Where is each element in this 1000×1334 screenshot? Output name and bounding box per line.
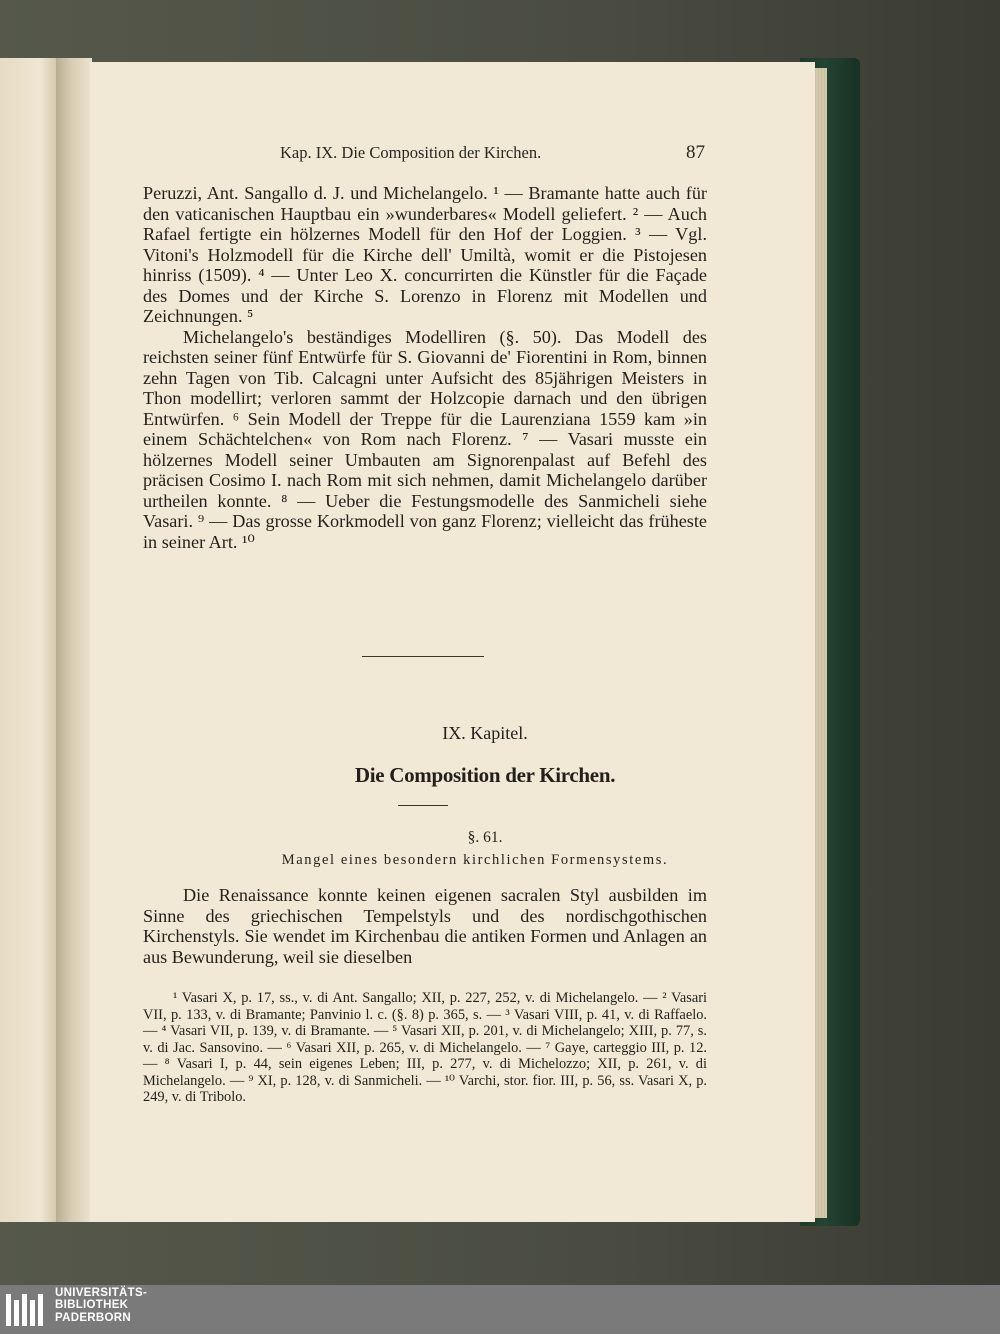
library-logo-icon (4, 1290, 50, 1330)
section-number: §. 61. (467, 829, 503, 846)
section-paragraph: Die Renaissance konnte keinen eigenen sacralen Styl ausbilden im Sinne des griechischen Tempelstyls und des nordischgothischen Kirchenstyls. Sie wendet im Kirchenbau die antiken Formen und Anlagen an aus Bewunderung, weil sie dieselben (143, 885, 707, 967)
library-logo-text (55, 1287, 147, 1324)
section-divider-rule (362, 656, 484, 657)
left-page (0, 58, 58, 1222)
footer-bar (0, 1285, 1000, 1334)
logo-line-2: BIBLIOTHEK (55, 1299, 129, 1312)
footnotes (143, 990, 707, 1106)
chapter-title: Die Composition der Kirchen. (354, 763, 616, 787)
section-title: Mangel eines besondern kirchlichen Formensystems. (281, 852, 669, 868)
chapter-number: IX. Kapitel. (442, 723, 528, 743)
running-title: Kap. IX. Die Composition der Kirchen. (280, 143, 542, 162)
chapter-title-rule (398, 805, 448, 806)
section-body (143, 885, 707, 967)
book-gutter (56, 58, 92, 1222)
paragraph-1: Peruzzi, Ant. Sangallo d. J. und Michelangelo. ¹ — Bramante hatte auch für den vaticanischen Hauptbau ein »wunderbares« Modell geliefert. ² — Auch Rafael fertigte ein hölzernes Modell für den Hof der Loggien. ³ — Vgl. Vitoni's Holzmodell für die Kirche dell' Umiltà, womit er die Pistojesen hinriss (1509). ⁴ — Unter Leo X. concurrirten die Künstler für die Façade des Domes und der Kirche S. Lorenzo in Florenz mit Modellen und Zeichnungen. ⁵ (143, 183, 707, 326)
body-text (143, 183, 707, 552)
paragraph-2: Michelangelo's beständiges Modelliren (§. 50). Das Modell des reichsten seiner fünf Entwürfe für S. Giovanni de' Fiorentini in Rom, binnen zehn Tagen von Tib. Calcagni unter Aufsicht des 85jährigen Meisters in Thon modellirt; verloren sammt der Holzcopie darnach und den übrigen Entwürfen. ⁶ Sein Modell der Treppe für die Laurenziana 1559 kam »in einem Schächtelchen« von Rom nach Florenz. ⁷ — Vasari musste ein hölzernes Modell seiner Umbauten am Signorenpalast auf Befehl des präcisen Cosimo I. nach Rom mit sich nehmen, damit Michelangelo darüber urtheilen konnte. ⁸ — Ueber die Festungsmodelle des Sanmicheli siehe Vasari. ⁹ — Das grosse Korkmodell von ganz Florenz; vielleicht das früheste in seiner Art. ¹⁰ (143, 326, 707, 552)
page-number: 87 (686, 142, 705, 163)
footnotes-text: ¹ Vasari X, p. 17, ss., v. di Ant. Sangallo; XII, p. 227, 252, v. di Michelangelo. — ² Vasari VII, p. 133, v. di Bramante; Panvinio l. c. (§. 8) p. 365, s. — ³ Vasari VIII, p. 41, v. di Raffaelo. — ⁴ Vasari VII, p. 139, v. di Bramante. — ⁵ Vasari XII, p. 201, v. di Michelangelo; XIII, p. 77, s. v. di Jac. Sansovino. — ⁶ Vasari XII, p. 265, v. di Michelangelo. — ⁷ Gaye, carteggio III, p. 12. — ⁸ Vasari I, p. 44, sein eigenes Leben; III, p. 277, v. di Michelozzo; XII, p. 261, v. di Michelangelo. — ⁹ XI, p. 128, v. di Sanmicheli. — ¹⁰ Varchi, stor. fior. III, p. 56, ss. Vasari X, p. 249, v. di Tribolo. (143, 990, 707, 1105)
logo-line-1: UNIVERSITÄTS- (55, 1287, 148, 1299)
logo-line-3: PADERBORN (55, 1311, 131, 1324)
